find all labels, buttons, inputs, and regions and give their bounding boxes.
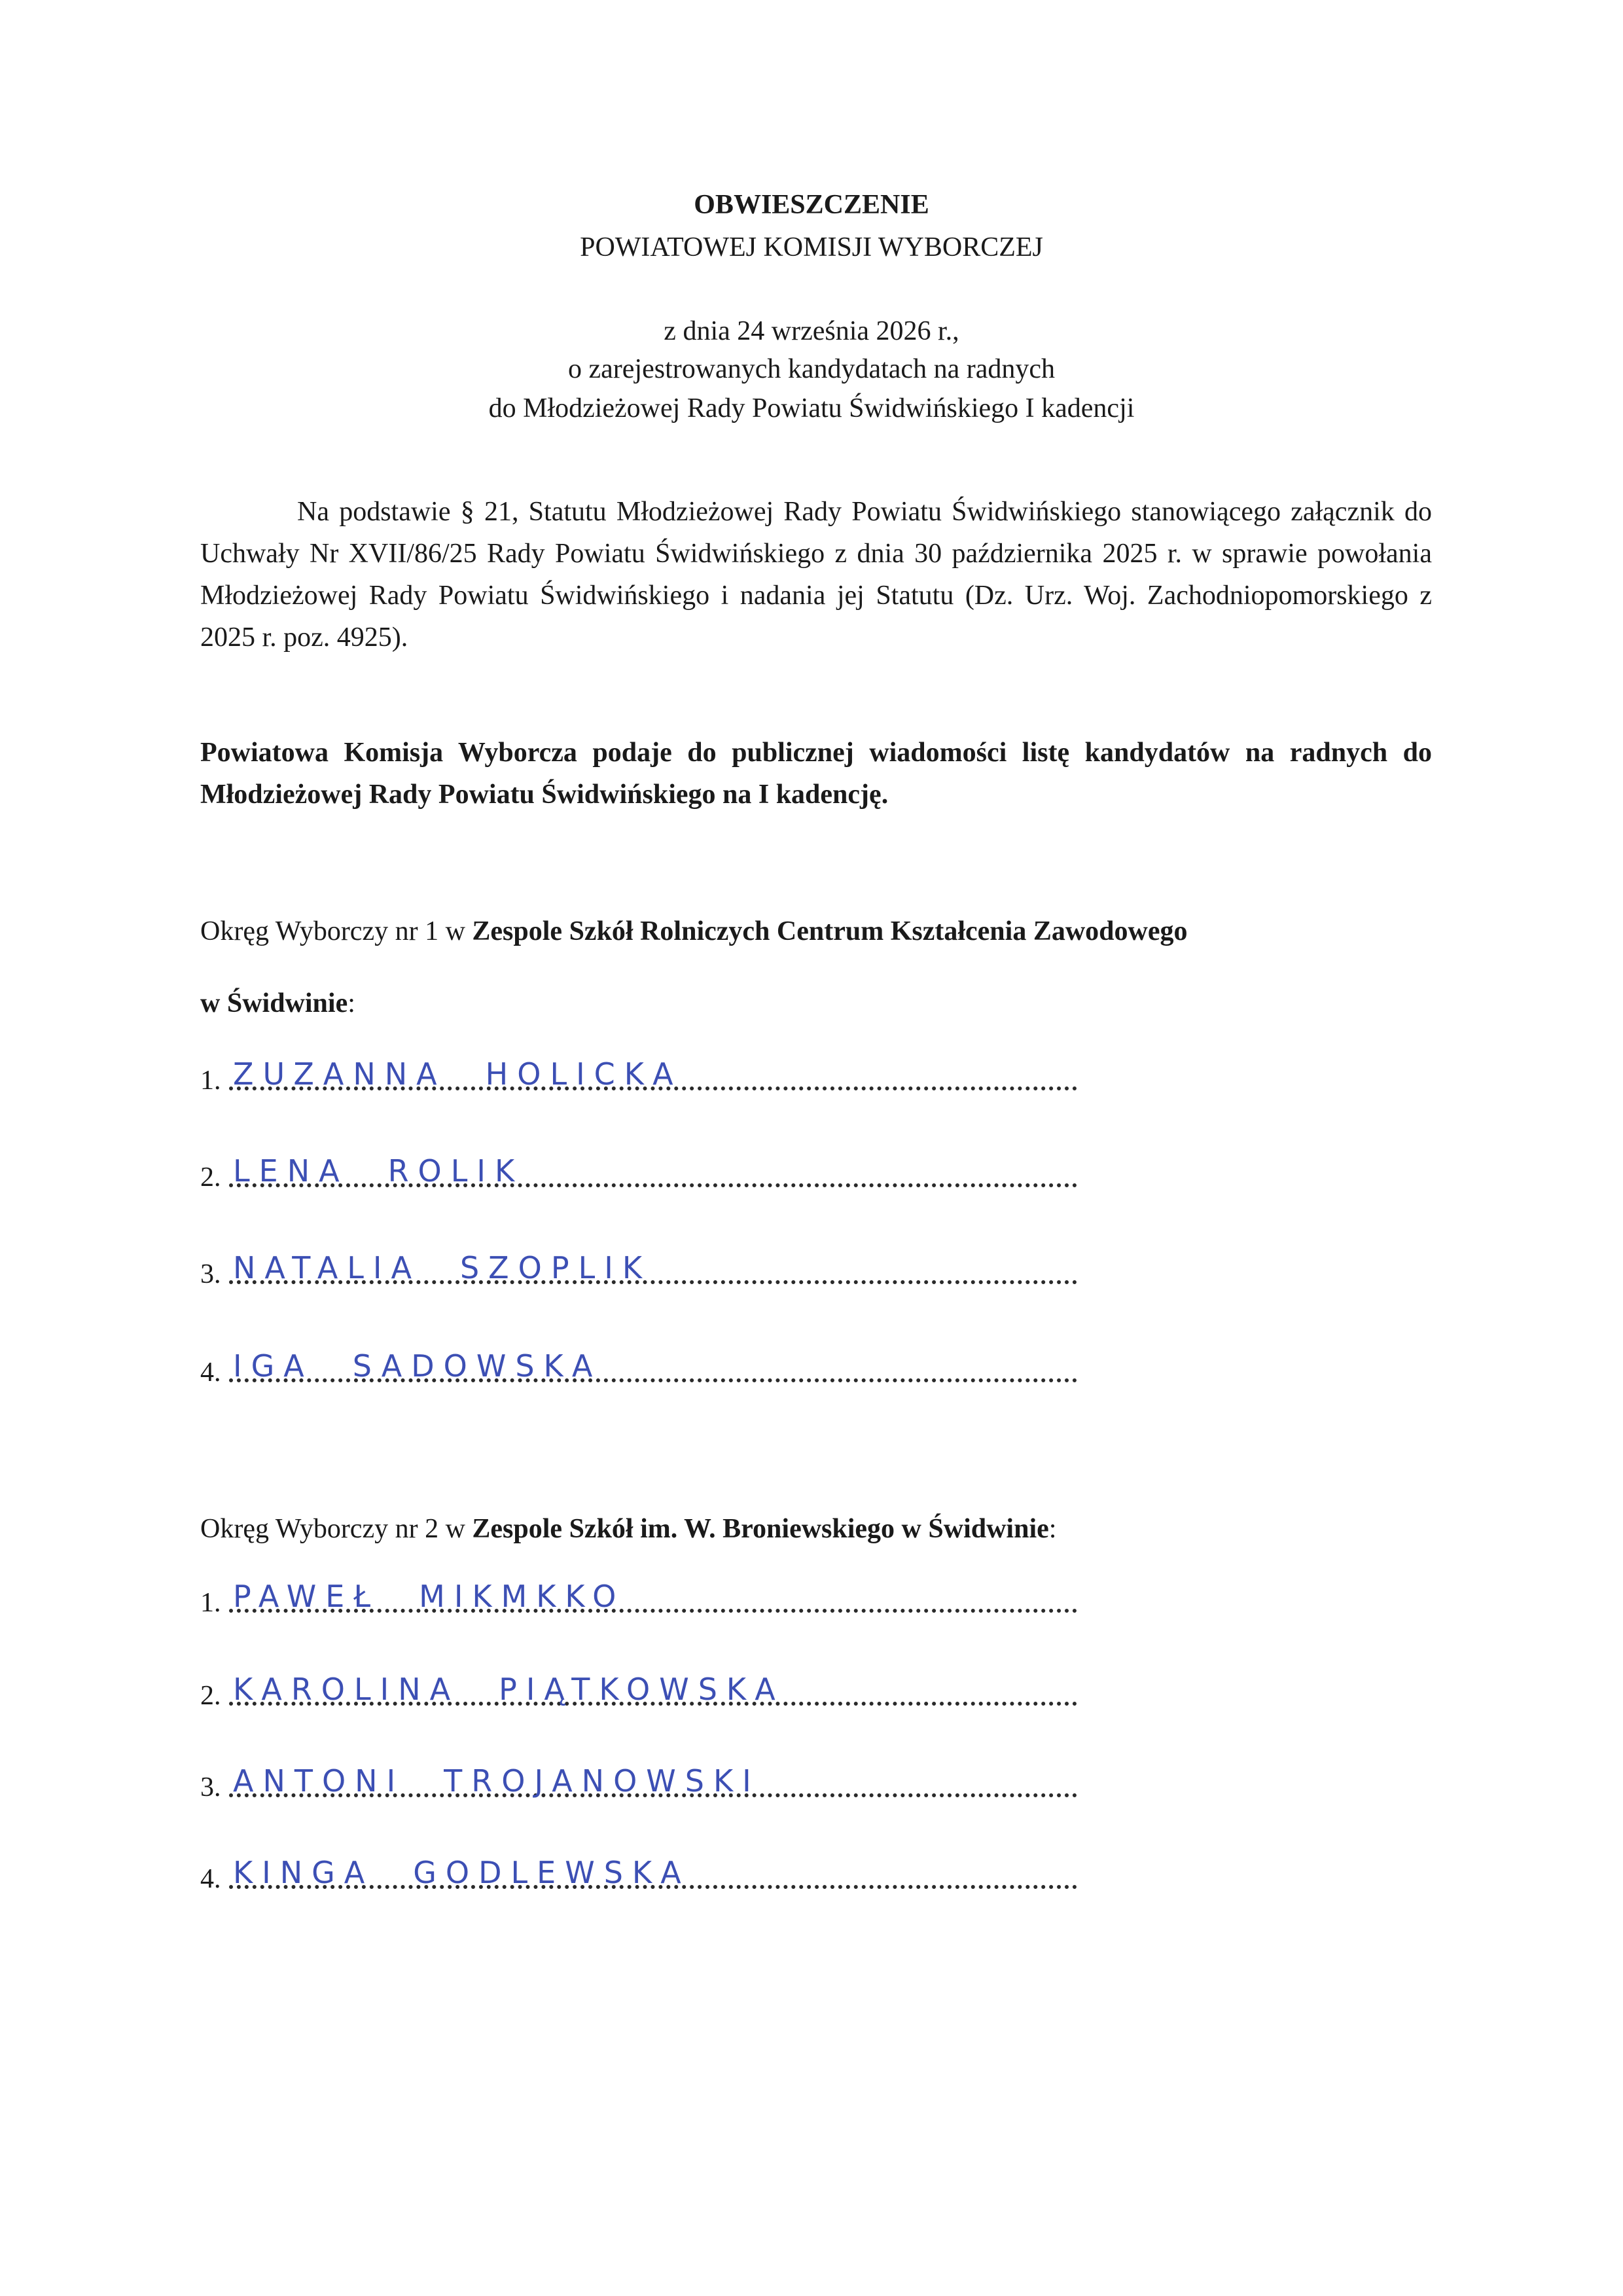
district-1-candidate-2 bbox=[200, 1143, 1077, 1195]
legal-basis-paragraph bbox=[200, 491, 1432, 658]
candidate-name-handwritten: IGA SADOWSKA bbox=[233, 1348, 602, 1384]
district-1-candidate-1 bbox=[200, 1046, 1077, 1098]
subject-line-1: o zarejestrowanych kandydatach na radnych bbox=[568, 354, 1055, 384]
legal-basis-text: Na podstawie § 21, Statutu Młodzieżowej Rady Powiatu Świdwińskiego stanowiącego załącznik do Uchwały Nr XVII/86/25 Rady Powiatu Świdwińskiego z dnia 30 października 2025 r. w sprawie powołania Młodzieżowej Rady Powiatu Świdwińskiego i nadania jej Statutu (Dz. Urz. Woj. Zachodniopomorskiego z 2025 r. poz. 4925). bbox=[200, 497, 1432, 653]
announcement-paragraph: Powiatowa Komisja Wyborcza podaje do publicznej wiadomości listę kandydatów na radnych do Młodzieżowej Rady Powiatu Świdwińskiego na I kadencję. bbox=[200, 738, 1432, 810]
candidate-name-handwritten: KINGA GODLEWSKA bbox=[233, 1855, 690, 1890]
district-1-school-cont: w Świdwinie bbox=[200, 988, 348, 1018]
district-2-suffix: : bbox=[1048, 1514, 1057, 1544]
candidate-number: 4. bbox=[200, 1864, 221, 1894]
district-2-candidate-3 bbox=[200, 1753, 1077, 1805]
candidate-name-handwritten: ZUZANNA HOLICKA bbox=[233, 1056, 683, 1092]
district-2-prefix: Okręg Wyborczy nr 2 w bbox=[200, 1514, 473, 1544]
district-2-candidate-2 bbox=[200, 1661, 1077, 1713]
candidate-name-handwritten: ANTONI TROJANOWSKI bbox=[233, 1763, 760, 1799]
district-1-suffix: : bbox=[348, 988, 355, 1018]
district-1-candidate-4 bbox=[200, 1338, 1077, 1390]
document-subtitle: POWIATOWEJ KOMISJI WYBORCZEJ bbox=[580, 232, 1043, 262]
candidate-name-handwritten: LENA ROLIK bbox=[233, 1153, 524, 1189]
candidate-number: 1. bbox=[200, 1066, 221, 1096]
candidate-number: 2. bbox=[200, 1681, 221, 1711]
subject-line-2: do Młodzieżowej Rady Powiatu Świdwińskiego I kadencji bbox=[488, 393, 1135, 423]
district-2-school: Zespole Szkół im. W. Broniewskiego w Świdwinie bbox=[472, 1514, 1049, 1544]
candidate-number: 2. bbox=[200, 1162, 221, 1193]
district-1-heading-cont bbox=[200, 990, 1432, 1017]
candidate-name-handwritten: NATALIA SZOPLIK bbox=[233, 1250, 651, 1285]
date-line: z dnia 24 września 2026 r., bbox=[664, 316, 959, 346]
candidate-number: 4. bbox=[200, 1357, 221, 1388]
district-2-candidate-1 bbox=[200, 1568, 1077, 1621]
document-title: OBWIESZCZENIE bbox=[694, 190, 929, 220]
candidate-name-handwritten: PAWEŁ MIKMKKO bbox=[233, 1579, 626, 1614]
district-1-school: Zespole Szkół Rolniczych Centrum Kształcenia Zawodowego bbox=[472, 916, 1188, 946]
candidate-number: 1. bbox=[200, 1588, 221, 1618]
district-1-heading bbox=[200, 918, 1432, 945]
candidate-number: 3. bbox=[200, 1772, 221, 1803]
candidate-name-handwritten: KAROLINA PIĄTKOWSKA bbox=[233, 1672, 785, 1707]
candidate-number: 3. bbox=[200, 1259, 221, 1289]
district-2-candidate-4 bbox=[200, 1844, 1077, 1897]
district-2-heading bbox=[200, 1515, 1432, 1543]
district-1-prefix: Okręg Wyborczy nr 1 w bbox=[200, 916, 473, 946]
district-1-candidate-3 bbox=[200, 1240, 1077, 1292]
